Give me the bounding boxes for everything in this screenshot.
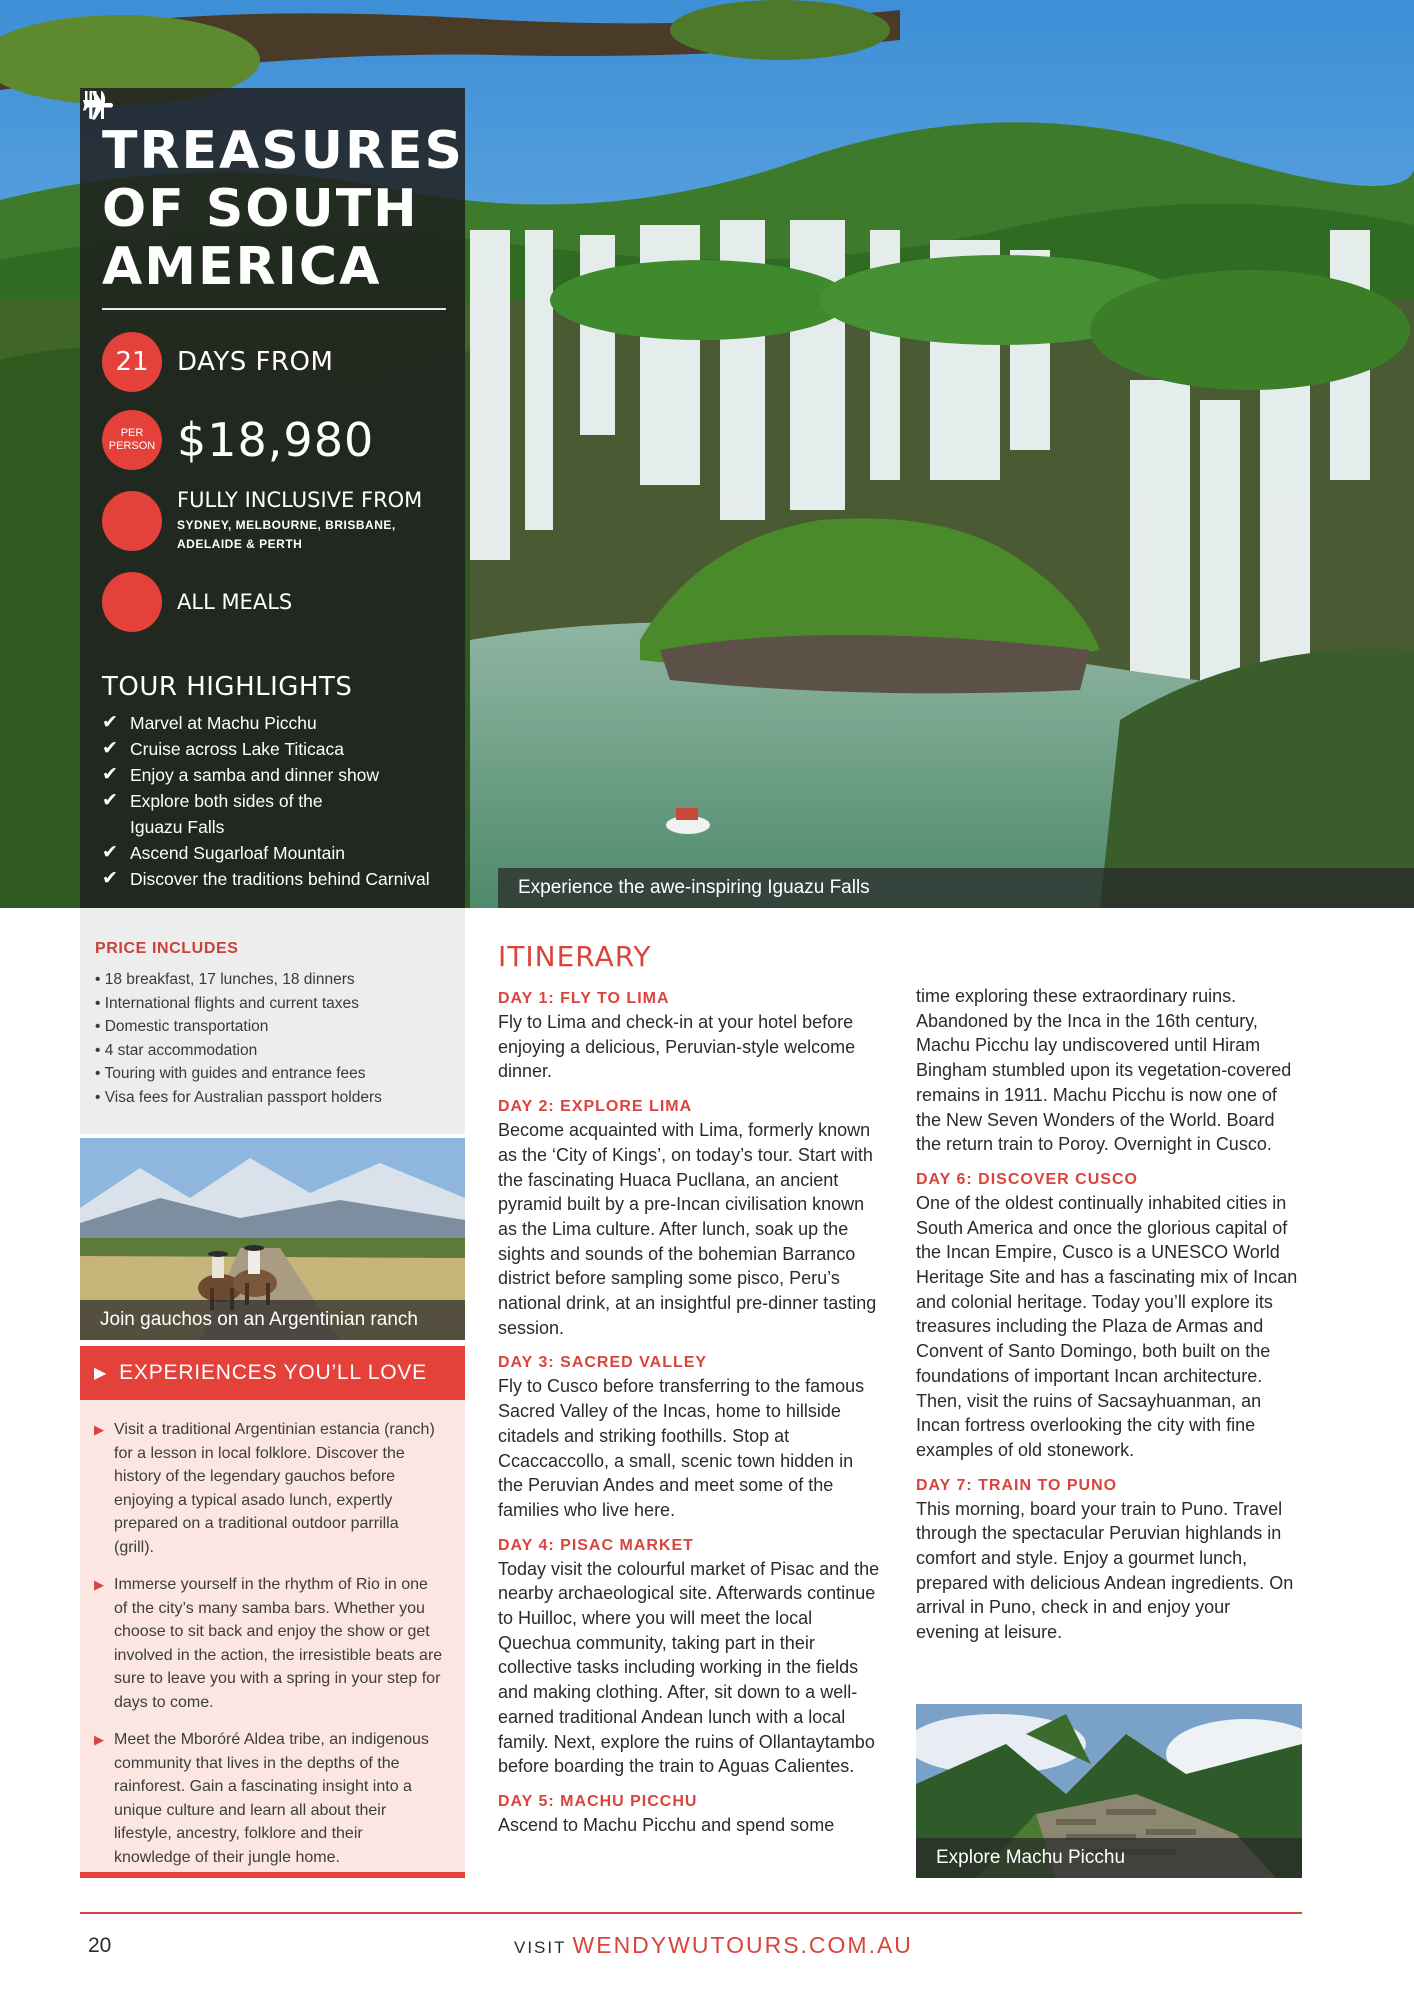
itinerary-day xyxy=(498,1535,880,1779)
highlight-text: Ascend Sugarloaf Mountain xyxy=(130,843,345,863)
tour-price: $18,980 xyxy=(177,413,375,467)
list-item xyxy=(102,710,445,736)
day-heading: DAY 4: PISAC MARKET xyxy=(498,1536,694,1554)
tour-title-line: AMERICA xyxy=(102,237,382,297)
page-number: 20 xyxy=(88,1934,112,1957)
experiences-bottom-bar xyxy=(80,1872,465,1878)
visit-label: VISIT xyxy=(514,1938,567,1957)
per-person-bottom: PERSON xyxy=(108,440,156,452)
price-includes-title: PRICE INCLUDES xyxy=(95,940,239,957)
list-item: • International flights and current taxes xyxy=(95,994,359,1012)
list-item xyxy=(94,1573,443,1714)
include-text: Touring with guides and entrance fees xyxy=(104,1065,366,1083)
footer-visit xyxy=(514,1932,913,1959)
list-item xyxy=(94,1418,443,1559)
days-badge xyxy=(102,332,162,392)
price-stat xyxy=(102,410,445,470)
tour-title-line: OF SOUTH xyxy=(102,179,419,239)
footer-divider xyxy=(80,1912,1302,1914)
highlight-text: Marvel at Machu Picchu xyxy=(130,713,317,733)
day-heading: DAY 6: DISCOVER CUSCO xyxy=(916,1170,1138,1188)
gaucho-caption: Join gauchos on an Argentinian ranch xyxy=(80,1300,465,1340)
itinerary-column-2 xyxy=(916,984,1298,1657)
day-heading: DAY 5: MACHU PICCHU xyxy=(498,1792,698,1810)
highlights-title: TOUR HIGHLIGHTS xyxy=(102,672,353,702)
day-heading: DAY 1: FLY TO LIMA xyxy=(498,990,670,1007)
per-person-badge xyxy=(102,410,162,470)
gaucho-photo xyxy=(80,1138,465,1340)
include-text: 18 breakfast, 17 lunches, 18 dinners xyxy=(104,971,355,988)
list-item: • 18 breakfast, 17 lunches, 18 dinners xyxy=(95,971,355,988)
triangle-bullet-icon: ▶ xyxy=(94,1577,104,1592)
include-text: International flights and current taxes xyxy=(104,994,359,1012)
list-item xyxy=(102,788,445,840)
website-link[interactable]: WENDYWUTOURS.COM.AU xyxy=(572,1932,913,1958)
machu-caption: Explore Machu Picchu xyxy=(916,1838,1302,1878)
departure-cities: SYDNEY, MELBOURNE, BRISBANE, ADELAIDE & PERTH xyxy=(177,518,396,551)
triangle-bullet-icon: ▶ xyxy=(94,1365,108,1382)
itinerary-column-1 xyxy=(498,988,880,1850)
day-text: One of the oldest continually inhabited cities in South America and once the glorious capital of the Incan Empire, Cusco is a UNESCO World Heritage Site and has a fascinating mix of Incan and colonial heritage. Today you’ll explore its treasures including the Plaza de Armas and Convent of Santo Domingo, both built on the foundations of important Incan architecture. Then, visit the ruins of Sacsayhuanman, an Incan fortress overlooking the city with fine examples of old stonework. xyxy=(916,1192,1298,1460)
include-text: 4 star accommodation xyxy=(104,1041,258,1059)
day-heading: DAY 7: TRAIN TO PUNO xyxy=(916,1476,1118,1494)
itinerary-day xyxy=(498,988,880,1084)
price-includes-list xyxy=(95,968,451,1110)
day-text: This morning, board your train to Puno. Travel through the spectacular Peruvian highlands in comfort and style. Enjoy a gourmet lunch, prepared with delicious Andean ingredients. On arrival in Puno, check in and enjoy your evening at leisure. xyxy=(916,1498,1294,1643)
include-text: Visa fees for Australian passport holders xyxy=(104,1088,382,1106)
day-text: Become acquainted with Lima, formerly known as the ‘City of Kings’, on today’s tour. Start with the fascinating Huaca Pucllana, an ancient pyramid built by a pre-Incan civilisation known as the Lima culture. After lunch, soak up the sights and sounds of the bohemian Barranco district before sampling some pisco, Peru’s national drink, at an insightful pre-dinner tasting session. xyxy=(498,1120,877,1338)
days-label: DAYS FROM xyxy=(177,347,334,377)
day-heading: DAY 2: EXPLORE LIMA xyxy=(498,1098,693,1116)
highlights-list xyxy=(102,710,445,892)
day-text: time exploring these extraordinary ruins. Abandoned by the Inca in the 16th century, Machu Picchu lay undiscovered until Hiram Bingham stumbled upon its vegetation-covered remains in 1911. Machu Picchu is now one of the New Seven Wonders of the World. Board the return train to Poroy. Overnight in Cusco. xyxy=(916,986,1292,1155)
highlight-text: Cruise across Lake Titicaca xyxy=(130,739,344,759)
itinerary-day-continued xyxy=(916,984,1298,1157)
duration-stat xyxy=(102,332,445,392)
days-count: 21 xyxy=(115,347,149,377)
experience-text: Immerse yourself in the rhythm of Rio in one of the city’s many samba bars. Whether you choose to sit back and enjoy the show or get involved in the action, the irresistible beats are sure to leave you with a spring in your step for days to come. xyxy=(114,1576,443,1711)
meals-label: ALL MEALS xyxy=(177,590,293,614)
itinerary-day xyxy=(498,1096,880,1340)
inclusive-label: FULLY INCLUSIVE FROM xyxy=(177,488,423,512)
itinerary-day xyxy=(916,1475,1298,1645)
day-text: Fly to Cusco before transferring to the famous Sacred Valley of the Incas, home to hillside citadels and striking foothills. Stop at Ccaccaccollo, a small, scenic town hidden in the Peruvian Andes and meet some of the families who live here. xyxy=(498,1376,865,1520)
per-person-top: PER xyxy=(120,427,144,439)
checkmark-icon: ✔ xyxy=(102,712,118,733)
hero-caption: Experience the awe-inspiring Iguazu Falls xyxy=(498,868,1414,908)
day-text: Ascend to Machu Picchu and spend some xyxy=(498,1814,835,1835)
list-item: • Domestic transportation xyxy=(95,1018,269,1036)
itinerary-day xyxy=(498,1791,880,1838)
highlight-text: Enjoy a samba and dinner show xyxy=(130,765,380,785)
list-item xyxy=(102,866,445,892)
checkmark-icon: ✔ xyxy=(102,738,118,759)
include-text: Domestic transportation xyxy=(104,1018,269,1036)
tour-title-line: TREASURES xyxy=(102,121,464,181)
list-item xyxy=(102,840,445,866)
itinerary-day xyxy=(916,1169,1298,1463)
list-item: • 4 star accommodation xyxy=(95,1041,258,1059)
meals-stat xyxy=(102,572,445,632)
day-heading: DAY 3: SACRED VALLEY xyxy=(498,1354,708,1372)
checkmark-icon: ✔ xyxy=(102,868,118,889)
experiences-title: EXPERIENCES YOU’LL LOVE xyxy=(119,1361,427,1384)
price-includes-box xyxy=(80,908,465,1134)
experiences-list xyxy=(80,1400,465,1872)
triangle-bullet-icon: ▶ xyxy=(94,1422,104,1437)
title-divider xyxy=(102,308,446,310)
triangle-bullet-icon: ▶ xyxy=(94,1732,104,1747)
airplane-icon xyxy=(102,491,162,551)
machu-picchu-photo xyxy=(916,1704,1302,1878)
day-text: Today visit the colourful market of Pisac and the nearby archaeological site. Afterwards continue to Huilloc, where you will meet the local Quechua community, taking part in their collective tasks including working in the fields and making clothing. After, sit down to a well-earned traditional Andean lunch with a local family. Next, explore the ruins of Ollantaytambo before boarding the train to Aguas Calientes. xyxy=(498,1558,880,1777)
checkmark-icon: ✔ xyxy=(102,842,118,863)
list-item: • Touring with guides and entrance fees xyxy=(95,1065,366,1083)
list-item: • Visa fees for Australian passport holders xyxy=(95,1088,382,1106)
itinerary-day xyxy=(498,1352,880,1522)
tour-title xyxy=(102,121,464,297)
flights-stat xyxy=(102,488,445,554)
checkmark-icon: ✔ xyxy=(102,764,118,785)
experiences-header xyxy=(80,1346,465,1400)
checkmark-icon: ✔ xyxy=(102,790,118,811)
highlight-text: Discover the traditions behind Carnival xyxy=(130,869,430,889)
hero-banner xyxy=(0,0,1414,908)
experience-text: Meet the Mboróré Aldea tribe, an indigenous community that lives in the depths of the rainforest. Gain a fascinating insight into a unique culture and learn all about their lifestyle, ancestry, folklore and their knowledge of their jungle home. xyxy=(114,1731,429,1866)
list-item xyxy=(94,1728,443,1869)
highlight-text: Explore both sides of the Iguazu Falls xyxy=(130,791,323,837)
itinerary-title: ITINERARY xyxy=(498,940,652,973)
day-text: Fly to Lima and check-in at your hotel before enjoying a delicious, Peruvian-style welcome dinner. xyxy=(498,1012,856,1082)
fork-knife-icon xyxy=(102,572,162,632)
list-item xyxy=(102,736,445,762)
experience-text: Visit a traditional Argentinian estancia (ranch) for a lesson in local folklore. Discover the history of the legendary gauchos before enjoying a typical asado lunch, expertly prepared on a traditional outdoor parrilla (grill). xyxy=(114,1421,435,1556)
tour-summary-panel xyxy=(80,88,465,908)
list-item xyxy=(102,762,445,788)
